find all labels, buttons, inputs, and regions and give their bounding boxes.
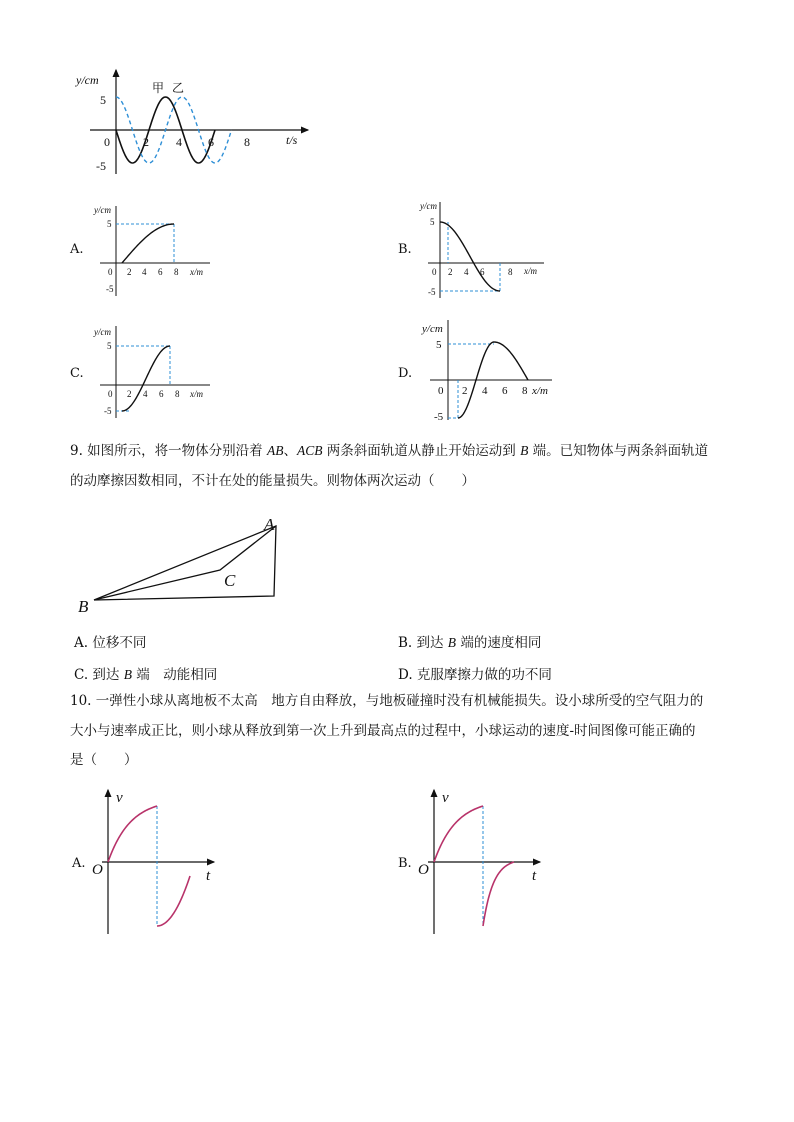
xtick-2: 2	[143, 135, 149, 149]
svg-text:5: 5	[430, 217, 435, 227]
svg-text:6: 6	[480, 267, 485, 277]
q9-option-c[interactable]: C. 到达 B 端 动能相同	[74, 667, 218, 683]
option-b-label[interactable]: B.	[398, 242, 412, 257]
q10-stem-line2: 大小与速率成正比，则小球从释放到第一次上升到最高点的过程中，小球运动的速度-时间图像可能正确的	[70, 723, 696, 739]
xtick-0: 0	[104, 135, 110, 149]
q10-graph-a	[88, 784, 228, 940]
svg-text:t: t	[206, 868, 211, 884]
svg-text:O: O	[418, 862, 429, 878]
svg-text:y/cm: y/cm	[94, 327, 111, 337]
svg-text:5: 5	[436, 339, 442, 351]
option-c-curve	[122, 346, 170, 411]
svg-text:8: 8	[522, 385, 528, 397]
svg-text:4: 4	[464, 267, 469, 277]
xtick-8: 8	[244, 135, 250, 149]
option-a-curve	[122, 224, 174, 263]
q9-option-b[interactable]: B. 到达 B 端的速度相同	[398, 635, 542, 651]
svg-text:y/cm: y/cm	[422, 323, 443, 335]
q10-stem-line3: 是（ ）	[70, 752, 138, 768]
q10-option-b-label[interactable]: B.	[398, 856, 412, 871]
svg-text:x/m: x/m	[532, 385, 548, 397]
svg-text:5: 5	[107, 341, 112, 351]
q9-stem-line1: 9. 如图所示，将一物体分别沿着 AB、ACB 两条斜面轨道从静止开始运动到 B 端。已知物体与两条斜面轨道	[70, 443, 709, 459]
svg-text:2: 2	[448, 267, 453, 277]
svg-text:y/cm: y/cm	[420, 201, 437, 211]
opt-a-ylabel: y/cm	[94, 205, 111, 215]
svg-text:0: 0	[432, 267, 437, 277]
point-a-label: A	[264, 515, 275, 534]
svg-text:0: 0	[108, 267, 113, 277]
q10-option-a-label[interactable]: A.	[72, 856, 86, 871]
svg-text:v: v	[442, 790, 449, 806]
svg-text:6: 6	[158, 267, 163, 277]
option-c-graph	[86, 322, 216, 422]
svg-text:-5: -5	[428, 287, 436, 297]
svg-text:0: 0	[108, 389, 113, 399]
option-d-label[interactable]: D.	[398, 366, 413, 381]
svg-text:4: 4	[142, 267, 147, 277]
x-axis-label: t/s	[286, 133, 298, 147]
option-a-graph	[86, 200, 216, 300]
svg-text:4: 4	[143, 389, 148, 399]
q10-b-falling-curve	[434, 806, 483, 862]
svg-text:v: v	[116, 790, 123, 806]
point-b-label: B	[78, 597, 89, 616]
svg-text:6: 6	[159, 389, 164, 399]
svg-text:8: 8	[174, 267, 179, 277]
option-c-label[interactable]: C.	[70, 366, 84, 381]
q9-stem-line2: 的动摩擦因数相同，不计在处的能量损失。则物体两次运动（ ）	[70, 473, 475, 489]
q10-a-falling-curve	[108, 806, 157, 862]
svg-text:5: 5	[107, 219, 112, 229]
svg-text:x/m: x/m	[190, 389, 203, 399]
svg-text:4: 4	[482, 385, 488, 397]
label-yi: 乙	[172, 81, 185, 95]
y-axis-label: y/cm	[76, 73, 99, 87]
option-b-graph	[414, 198, 554, 302]
q10-a-rising-curve	[157, 876, 190, 926]
q10-b-rising-curve	[483, 862, 514, 926]
option-b-curve	[440, 222, 500, 291]
svg-text:O: O	[92, 862, 103, 878]
q9-incline-figure	[70, 512, 290, 618]
svg-text:8: 8	[175, 389, 180, 399]
xtick-4: 4	[176, 135, 182, 149]
svg-text:6: 6	[502, 385, 508, 397]
q10-graph-b	[414, 784, 554, 940]
svg-text:2: 2	[127, 267, 132, 277]
option-a-label[interactable]: A.	[70, 242, 84, 257]
svg-text:t: t	[532, 868, 537, 884]
svg-text:2: 2	[127, 389, 132, 399]
svg-text:8: 8	[508, 267, 513, 277]
svg-text:2: 2	[462, 385, 468, 397]
point-c-label: C	[224, 571, 236, 590]
svg-text:-5: -5	[434, 411, 444, 423]
ytick-neg5: -5	[96, 159, 106, 173]
q9-option-a[interactable]: A. 位移不同	[74, 635, 147, 651]
label-jia: 甲	[152, 81, 165, 95]
xtick-6: 6	[208, 135, 214, 149]
q9-option-d[interactable]: D. 克服摩擦力做的功不同	[398, 667, 552, 683]
opt-a-xlabel: x/m	[190, 267, 203, 277]
svg-text:0: 0	[438, 385, 444, 397]
ytick-5: 5	[100, 93, 106, 107]
option-d-graph	[414, 316, 564, 424]
top-wave-graph	[70, 62, 320, 182]
q10-stem-line1: 10. 一弹性小球从离地板不太高 地方自由释放，与地板碰撞时没有机械能损失。设小球所受的空气阻力的	[70, 693, 704, 709]
svg-text:x/m: x/m	[524, 266, 537, 276]
svg-text:-5: -5	[104, 406, 112, 416]
svg-text:-5: -5	[106, 284, 114, 294]
